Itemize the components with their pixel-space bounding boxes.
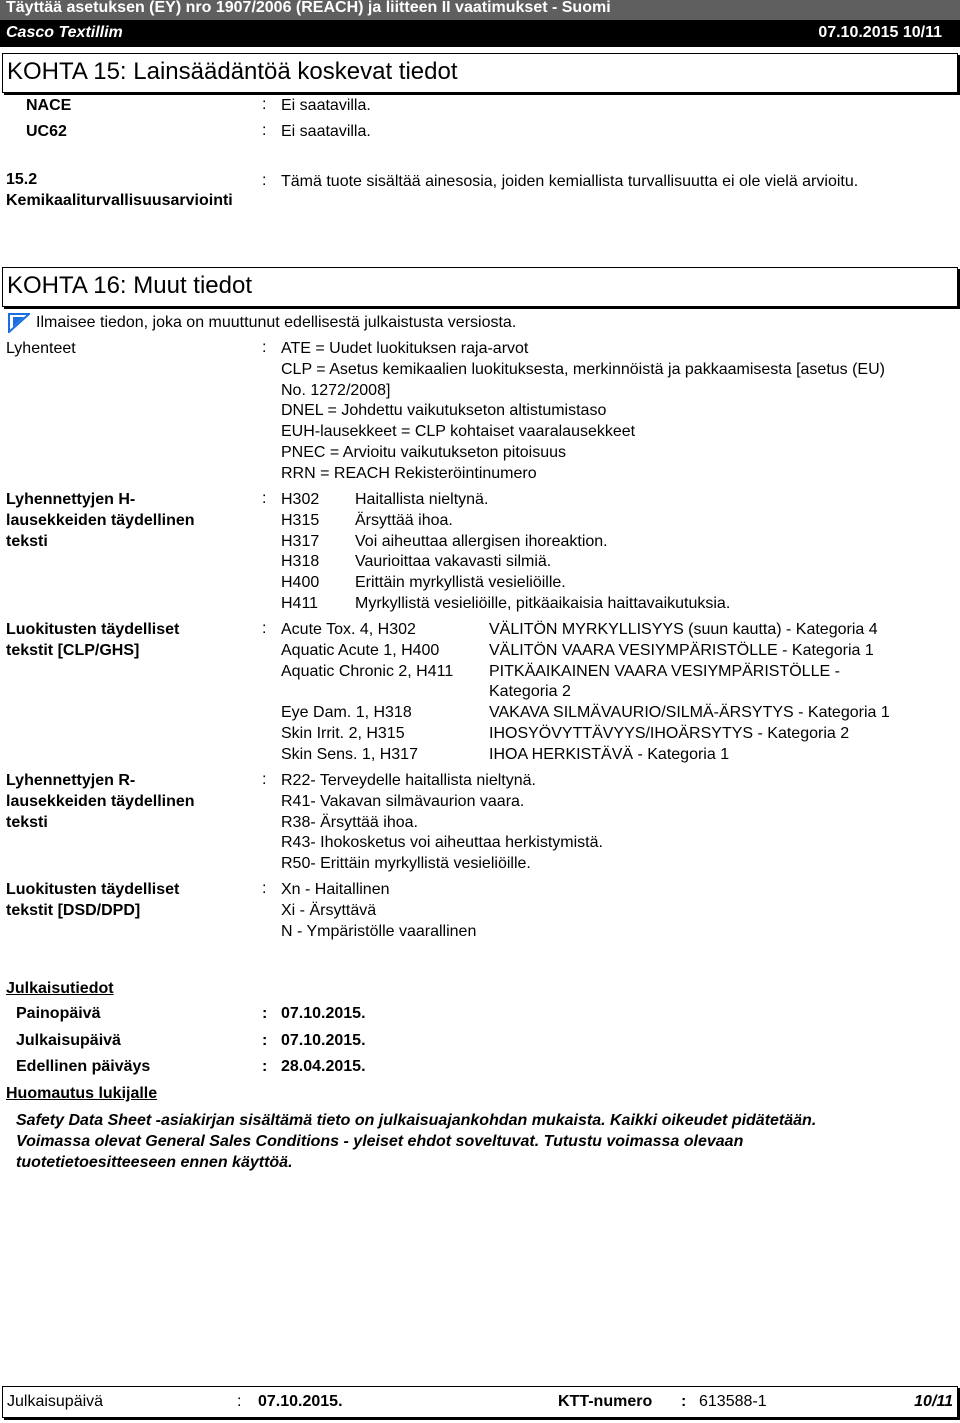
csa-label: 15.2 Kemikaaliturvallisuusarviointi [6,171,233,209]
dsd-line: Xn - Haitallinen [281,881,390,898]
colon: : [262,1032,268,1049]
print-date-value: 07.10.2015. [281,1005,366,1022]
clp-label: Luokitusten täydelliset tekstit [CLP/GHS] [6,621,180,659]
r-phrase: R41- Vakavan silmävaurion vaara. [281,792,525,810]
h-code: H411 [281,594,319,612]
abbrev-line: RRN = REACH Rekisteröintinumero [281,464,537,482]
h-code: H317 [281,532,320,550]
change-note: Ilmaisee tiedon, joka on muuttunut edellisestä julkaistusta versiosta. [36,314,517,331]
colon: : [262,490,267,507]
notice-line: Voimassa olevat General Sales Conditions - yleiset ehdot soveltuvat. Tutustu voimassa olevaan [16,1132,744,1150]
h-text: Myrkyllistä vesieliöille, pitkäaikaisia haittavaikutuksia. [355,594,731,612]
h-text: Ärsyttää ihoa. [355,511,453,529]
print-date-label: Painopäivä [16,1005,101,1022]
colon: : [262,339,267,356]
clp-text: IHOSYÖVYTTÄVYYS/IHOÄRSYTYS - Kategoria 2 [489,724,850,742]
abbrev-line: PNEC = Arvioitu vaikutukseton pitoisuus [281,443,567,461]
section-16-heading [2,267,958,307]
publication-heading: Julkaisutiedot [6,980,114,997]
clp-text: VÄLITÖN VAARA VESIYMPÄRISTÖLLE - Kategoria 1 [489,641,874,659]
r-phrase: R22- Terveydelle haitallista nieltynä. [281,772,536,789]
section-15-title: KOHTA 15: Lainsäädäntöä koskevat tiedot [7,58,458,85]
notice-text [16,1111,816,1173]
h-text: Voi aiheuttaa allergisen ihoreaktion. [355,532,608,550]
clp-code: Acute Tox. 4, H302 [281,621,416,638]
clp-text: VÄLITÖN MYRKYLLISYYS (suun kautta) - Kategoria 4 [489,621,878,638]
clp-text: Kategoria 2 [489,683,571,701]
clp-code: Aquatic Acute 1, H400 [281,641,440,659]
h-text: Haitallista nieltynä. [355,491,489,508]
section-15-heading [2,53,958,93]
clp-code: Aquatic Chronic 2, H411 [281,662,454,680]
colon: : [262,122,267,139]
abbrev-list [281,339,885,485]
clp-code: Skin Irrit. 2, H315 [281,724,405,742]
r-phrase: R50- Erittäin myrkyllistä vesieliöille. [281,855,531,873]
dsd-label: Luokitusten täydelliset tekstit [DSD/DPD] [6,881,180,919]
footer-ktt-value: 613588-1 [699,1393,767,1410]
product-name: Casco Textillim [6,24,123,41]
h-codes [281,490,319,615]
uc62-value: Ei saatavilla. [281,123,371,140]
r-phrase: R43- Ihokosketus voi aiheuttaa herkistymistä. [281,834,603,852]
section-16-title: KOHTA 16: Muut tiedot [7,272,253,299]
abbrev-line: No. 1272/2008] [281,381,391,399]
nace-value: Ei saatavilla. [281,97,371,114]
abbrev-label: Lyhenteet [6,340,76,357]
date-page: 07.10.2015 10/11 [818,24,942,41]
colon: : [262,1005,268,1022]
colon: : [262,172,267,189]
colon: : [262,620,267,637]
clp-text: PITKÄAIKAINEN VAARA VESIYMPÄRISTÖLLE - [489,662,840,680]
clp-texts [489,620,890,766]
change-marker-icon [8,313,30,333]
footer-page: 10/11 [914,1393,953,1410]
abbrev-line: CLP = Asetus kemikaalien luokituksesta, merkinnöistä ja pakkaamisesta [asetus (EU) [281,360,885,378]
footer-ktt-label: KTT-numero [558,1393,653,1410]
product-bar [0,20,960,47]
notice-line: Safety Data Sheet -asiakirjan sisältämä tieto on julkaisuajankohdan mukaista. Kaikki oikeudet pidätetään. [16,1112,817,1129]
r-phrases-label: Lyhennettyjen R-lausekkeiden täydellinen teksti [6,772,195,831]
regulation-title: Täyttää asetuksen (EY) nro 1907/2006 (REACH) ja liitteen II vaatimukset - Suomi [6,0,611,16]
clp-code: Eye Dam. 1, H318 [281,704,412,722]
publication-date-value: 07.10.2015. [281,1032,366,1049]
r-phrase: R38- Ärsyttää ihoa. [281,813,418,831]
dsd-line: Xi - Ärsyttävä [281,901,377,919]
nace-label: NACE [26,97,72,114]
abbrev-line: ATE = Uudet luokituksen raja-arvot [281,340,529,357]
colon: : [262,96,267,113]
h-code: H315 [281,511,320,529]
clp-code [281,682,453,703]
footer-pub-label: Julkaisupäivä [7,1393,104,1410]
document-header [0,0,960,47]
clp-text: VAKAVA SILMÄVAURIO/SILMÄ-ÄRSYTYS - Kategoria 1 [489,704,890,722]
h-text: Erittäin myrkyllistä vesieliöille. [355,574,566,592]
dsd-line: N - Ympäristölle vaarallinen [281,922,477,940]
clp-text: IHOA HERKISTÄVÄ - Kategoria 1 [489,745,730,763]
h-code: H302 [281,491,320,508]
h-phrases-label: Lyhennettyjen H-lausekkeiden täydellinen teksti [6,491,195,550]
document-footer [2,1386,958,1418]
notice-line: tuotetietoesitteeseen ennen käyttöä. [16,1153,293,1171]
previous-date-value: 28.04.2015. [281,1058,366,1075]
previous-date-label: Edellinen päiväys [16,1058,151,1075]
uc62-label: UC62 [26,123,67,140]
footer-pub-value: 07.10.2015. [258,1393,343,1410]
h-text: Vaurioittaa vakavasti silmiä. [355,553,552,571]
csa-value: Tämä tuote sisältää ainesosia, joiden kemiallista turvallisuutta ei ole vielä arvioitu. [281,173,859,190]
colon: : [262,1058,268,1075]
dsd-list [281,880,476,942]
h-texts [355,490,730,615]
abbrev-line: EUH-lausekkeet = CLP kohtaiset vaaralausekkeet [281,423,636,441]
colon: : [262,880,267,897]
colon: : [237,1393,242,1410]
abbrev-line: DNEL = Johdettu vaikutukseton altistumistaso [281,402,607,420]
r-phrases [281,771,603,875]
colon: : [681,1393,687,1410]
publication-date-label: Julkaisupäivä [16,1032,121,1049]
clp-code: Skin Sens. 1, H317 [281,745,418,763]
notice-heading: Huomautus lukijalle [6,1085,158,1102]
clp-codes [281,620,453,766]
h-code: H400 [281,574,320,592]
colon: : [262,771,267,788]
h-code: H318 [281,553,320,571]
